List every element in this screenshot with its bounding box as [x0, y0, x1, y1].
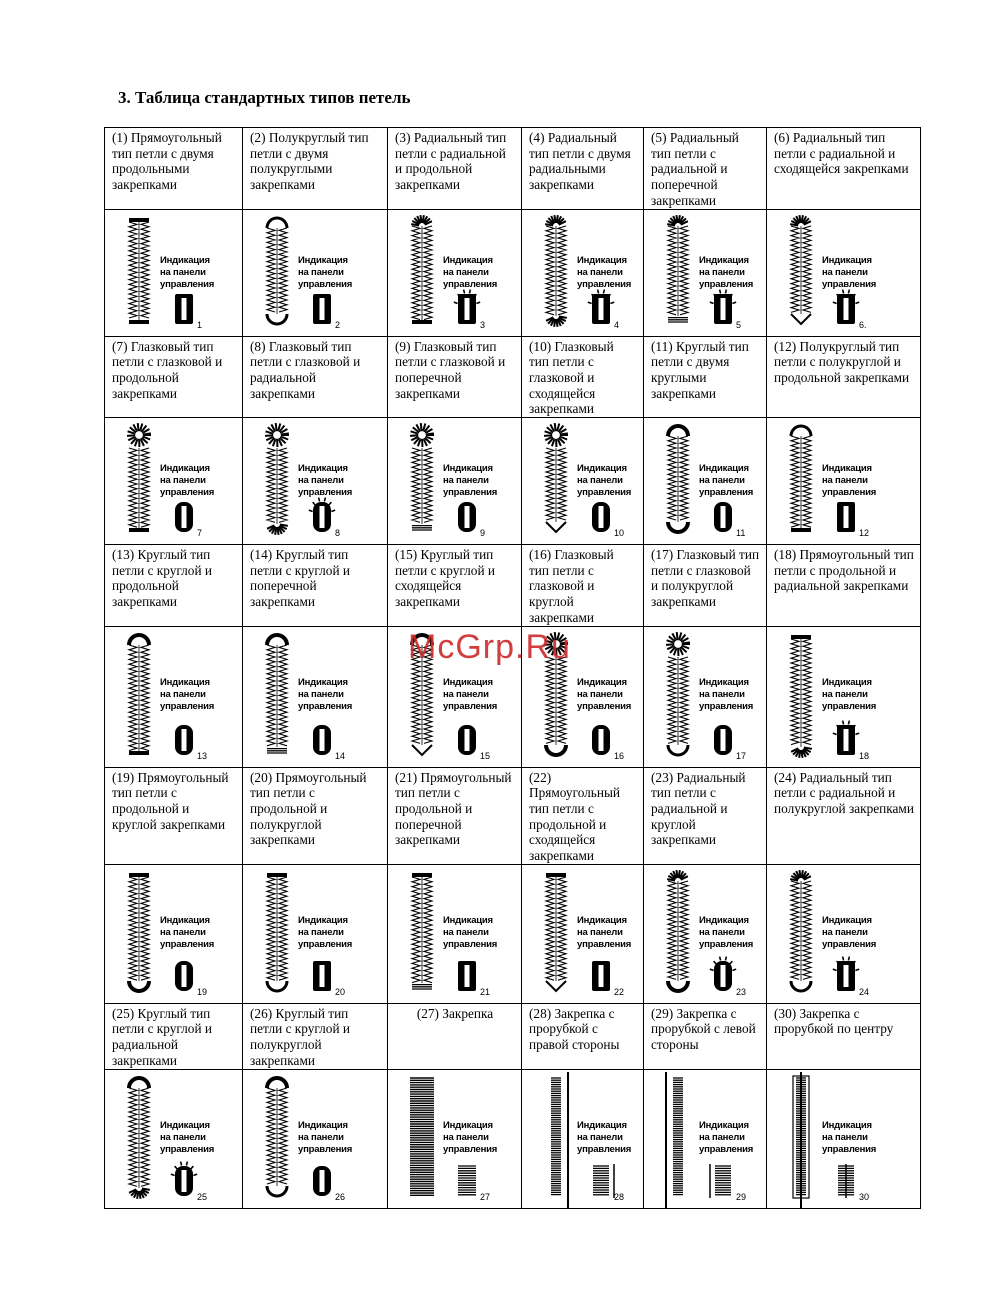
type-label-cell [767, 1003, 921, 1069]
panel-indicator-line: управления [822, 278, 877, 290]
panel-indicator-line: на панели [160, 926, 206, 938]
panel-indicator-label [160, 1120, 214, 1156]
type-number: 3 [480, 319, 486, 330]
type-label-cell [105, 336, 243, 418]
buttonhole-illustration-cell [243, 418, 388, 545]
panel-indicator-line: Индикация [298, 914, 348, 926]
buttonhole-illustration-cell [105, 626, 243, 767]
panel-indicator-line: на панели [443, 926, 489, 938]
panel-indicator-line: на панели [577, 475, 623, 487]
type-label: (23) Радиальный тип петли с радиальной и круглой закрепками [651, 769, 746, 848]
type-number: 12 [859, 528, 870, 539]
type-label-cell [522, 545, 644, 627]
panel-indicator-label [699, 255, 753, 291]
panel-indicator-line: на панели [160, 266, 206, 278]
type-label: (9) Глазковый тип петли с глазковой и поперечной закрепками [395, 338, 506, 401]
panel-indicator-line: управления [699, 700, 754, 712]
panel-indicator-label [298, 915, 352, 951]
type-label: (1) Прямоугольный тип петли с двумя продольными закрепками [112, 130, 222, 193]
type-label-cell [243, 336, 388, 418]
panel-indicator-label [577, 1120, 631, 1156]
panel-indicator-label [298, 677, 352, 713]
panel-indicator-line: управления [443, 938, 498, 950]
panel-indicator-line: управления [160, 487, 215, 499]
panel-indicator-line: управления [160, 1143, 215, 1155]
type-label-cell [388, 336, 522, 418]
type-label-cell [644, 128, 767, 210]
panel-indicator-label [577, 915, 631, 951]
panel-indicator-line: Индикация [577, 676, 627, 688]
type-label: (7) Глазковый тип петли с глазковой и продольной закрепками [112, 338, 223, 401]
panel-indicator-line: Индикация [443, 1119, 493, 1131]
panel-indicator-line: Индикация [160, 1119, 210, 1131]
panel-indicator-label [443, 255, 497, 291]
panel-indicator-line: Индикация [822, 1119, 872, 1131]
panel-indicator-line: управления [298, 487, 353, 499]
panel-indicator-line: управления [822, 938, 877, 950]
type-label-cell [243, 767, 388, 864]
type-number: 16 [614, 750, 625, 761]
buttonhole-illustration-cell [767, 626, 921, 767]
type-label-cell [105, 1003, 243, 1069]
buttonhole-illustration-cell [767, 1069, 921, 1208]
panel-indicator-line: управления [160, 938, 215, 950]
panel-indicator-line: на панели [443, 688, 489, 700]
buttonhole-types-table [104, 127, 921, 1209]
type-label: (21) Прямоугольный тип петли с продольной и поперечной закрепками [395, 769, 512, 848]
panel-indicator-line: Индикация [443, 254, 493, 266]
panel-indicator-line: на панели [443, 475, 489, 487]
type-label-cell [767, 336, 921, 418]
panel-indicator-label [298, 463, 352, 499]
panel-indicator-line: на панели [577, 688, 623, 700]
panel-indicator-label [160, 677, 214, 713]
panel-indicator-line: Индикация [443, 676, 493, 688]
type-label-cell [388, 128, 522, 210]
panel-indicator-line: Индикация [699, 463, 749, 475]
panel-indicator-line: на панели [822, 475, 868, 487]
type-label: (2) Полукруглый тип петли с двумя полукруглыми закрепками [250, 130, 369, 193]
type-label: (26) Круглый тип петли с круглой и полукруглой закрепками [250, 1005, 350, 1068]
panel-indicator-line: Индикация [577, 1119, 627, 1131]
buttonhole-illustration-cell [644, 418, 767, 545]
type-number: 19 [197, 986, 208, 997]
type-number: 27 [480, 1191, 491, 1202]
type-number: 26 [335, 1191, 346, 1202]
panel-indicator-line: на панели [298, 688, 344, 700]
type-label-cell [644, 767, 767, 864]
panel-indicator-label [160, 463, 214, 499]
panel-indicator-line: Индикация [699, 254, 749, 266]
panel-indicator-label [822, 255, 876, 291]
type-label: (12) Полукруглый тип петли с полукруглой и продольной закрепками [774, 338, 910, 385]
type-number: 11 [736, 528, 746, 539]
panel-indicator-line: управления [577, 938, 632, 950]
buttonhole-illustration-cell [644, 1069, 767, 1208]
type-label: (6) Радиальный тип петли с радиальной и сходящейся закрепками [774, 130, 909, 177]
panel-indicator-line: Индикация [699, 676, 749, 688]
buttonhole-illustration-cell [388, 1069, 522, 1208]
page-title: 3. Таблица стандартных типов петель [118, 88, 411, 107]
type-label: (16) Глазковый тип петли с глазковой и круглой закрепками [529, 547, 614, 625]
panel-indicator-line: управления [577, 700, 632, 712]
buttonhole-illustration-cell [388, 209, 522, 336]
buttonhole-illustration-cell [644, 864, 767, 1003]
type-label: (28) Закрепка с прорубкой с правой стороны [529, 1005, 620, 1053]
panel-indicator-line: Индикация [160, 254, 210, 266]
type-label-cell [767, 767, 921, 864]
panel-indicator-label [577, 677, 631, 713]
panel-indicator-label [577, 463, 631, 499]
panel-indicator-line: управления [443, 278, 498, 290]
panel-indicator-line: Индикация [160, 463, 210, 475]
type-label: (25) Круглый тип петли с круглой и радиальной закрепками [112, 1005, 212, 1068]
panel-indicator-line: Индикация [822, 676, 872, 688]
buttonhole-illustration-cell [105, 864, 243, 1003]
type-label-cell [388, 545, 522, 627]
buttonhole-illustration-cell [105, 418, 243, 545]
panel-indicator-line: Индикация [443, 914, 493, 926]
type-label: (14) Круглый тип петли с круглой и поперечной закрепками [250, 547, 350, 610]
panel-indicator-line: управления [822, 700, 877, 712]
type-label: (8) Глазковый тип петли с глазковой и радиальной закрепками [250, 338, 361, 401]
type-number: 20 [335, 986, 346, 997]
buttonhole-illustration-cell [243, 209, 388, 336]
type-number: 4 [614, 319, 620, 330]
panel-indicator-label [443, 915, 497, 951]
panel-indicator-line: на панели [577, 1131, 623, 1143]
type-number: 10 [614, 528, 625, 539]
panel-indicator-line: на панели [822, 926, 868, 938]
type-label-cell [522, 128, 644, 210]
type-label: (4) Радиальный тип петли с двумя радиальными закрепками [529, 130, 631, 193]
panel-indicator-line: на панели [699, 926, 745, 938]
type-number: 15 [480, 750, 491, 761]
type-number: 8 [335, 528, 341, 539]
panel-indicator-label [699, 463, 753, 499]
type-number: 25 [197, 1191, 208, 1202]
buttonhole-illustration-cell [522, 209, 644, 336]
panel-indicator-line: Индикация [160, 676, 210, 688]
buttonhole-illustration-cell [767, 864, 921, 1003]
panel-indicator-line: Индикация [822, 914, 872, 926]
type-label: (27) Закрепка [416, 1005, 494, 1021]
panel-indicator-line: Индикация [298, 254, 348, 266]
panel-indicator-line: управления [443, 700, 498, 712]
panel-indicator-line: управления [577, 278, 632, 290]
panel-indicator-label [443, 677, 497, 713]
buttonhole-illustration-cell [767, 209, 921, 336]
panel-indicator-line: управления [298, 1143, 353, 1155]
panel-indicator-line: на панели [443, 266, 489, 278]
type-number: 30 [859, 1191, 870, 1202]
type-label: (18) Прямоугольный тип петли с продольной и радиальной закрепками [774, 547, 914, 594]
type-label-cell [388, 1003, 522, 1069]
type-number: 2 [335, 319, 341, 330]
type-label: (3) Радиальный тип петли с радиальной и продольной закрепками [395, 130, 507, 193]
panel-indicator-label [160, 255, 214, 291]
type-label-cell [243, 545, 388, 627]
type-label-cell [105, 767, 243, 864]
panel-indicator-line: на панели [298, 926, 344, 938]
type-number: 14 [335, 750, 346, 761]
panel-indicator-line: управления [160, 278, 215, 290]
type-label-cell [644, 1003, 767, 1069]
panel-indicator-line: Индикация [699, 1119, 749, 1131]
type-label: (24) Радиальный тип петли с радиальной и полукруглой закрепками [774, 769, 914, 816]
panel-indicator-line: на панели [160, 688, 206, 700]
type-label-cell [522, 767, 644, 864]
panel-indicator-label [699, 1120, 753, 1156]
panel-indicator-line: Индикация [298, 1119, 348, 1131]
type-number: 29 [736, 1191, 747, 1202]
type-label: (15) Круглый тип петли с круглой и сходящейся закрепками [395, 547, 495, 610]
panel-indicator-line: на панели [298, 1131, 344, 1143]
type-number: 23 [736, 986, 747, 997]
type-number: 5 [736, 319, 742, 330]
panel-indicator-line: на панели [160, 1131, 206, 1143]
panel-indicator-line: на панели [822, 266, 868, 278]
buttonhole-illustration-cell [644, 209, 767, 336]
panel-indicator-line: на панели [577, 266, 623, 278]
panel-indicator-line: на панели [699, 688, 745, 700]
type-label-cell [243, 1003, 388, 1069]
panel-indicator-line: на панели [160, 475, 206, 487]
panel-indicator-line: управления [699, 938, 754, 950]
type-number: 17 [736, 750, 747, 761]
panel-indicator-line: на панели [699, 475, 745, 487]
panel-indicator-label [298, 1120, 352, 1156]
buttonhole-illustration-cell [522, 418, 644, 545]
type-label: (13) Круглый тип петли с круглой и продольной закрепками [112, 547, 212, 610]
panel-indicator-line: управления [160, 700, 215, 712]
panel-indicator-line: управления [699, 278, 754, 290]
panel-indicator-line: на панели [699, 266, 745, 278]
panel-indicator-label [822, 1120, 876, 1156]
panel-indicator-line: управления [298, 938, 353, 950]
buttonhole-illustration-cell [243, 864, 388, 1003]
panel-indicator-line: на панели [298, 266, 344, 278]
panel-indicator-label [699, 915, 753, 951]
panel-indicator-line: на панели [443, 1131, 489, 1143]
type-label-cell [388, 767, 522, 864]
panel-indicator-label [699, 677, 753, 713]
panel-indicator-line: Индикация [443, 463, 493, 475]
buttonhole-illustration-cell [243, 1069, 388, 1208]
panel-indicator-line: управления [577, 487, 632, 499]
panel-indicator-line: Индикация [577, 254, 627, 266]
type-label-cell [644, 336, 767, 418]
type-number: 24 [859, 986, 870, 997]
type-number: 28 [614, 1191, 625, 1202]
type-label: (22) Прямоугольный тип петли с продольной и сходящейся закрепками [529, 769, 621, 864]
type-label: (19) Прямоугольный тип петли с продольной и круглой закрепками [112, 769, 229, 832]
type-label: (30) Закрепка с прорубкой по центру [774, 1005, 894, 1037]
type-label-cell [767, 128, 921, 210]
panel-indicator-line: управления [699, 1143, 754, 1155]
type-label-cell [105, 128, 243, 210]
buttonhole-illustration-cell [522, 1069, 644, 1208]
type-label-cell [522, 336, 644, 418]
panel-indicator-line: на панели [822, 1131, 868, 1143]
panel-indicator-label [577, 255, 631, 291]
panel-indicator-line: Индикация [822, 254, 872, 266]
type-number: 22 [614, 986, 625, 997]
type-label-cell [522, 1003, 644, 1069]
type-label-cell [767, 545, 921, 627]
buttonhole-illustration-cell [767, 418, 921, 545]
type-number: 18 [859, 750, 870, 761]
type-number: 6. [859, 319, 867, 330]
type-number: 9 [480, 528, 486, 539]
type-label: (20) Прямоугольный тип петли с продольной и полукруглой закрепками [250, 769, 367, 848]
panel-indicator-label [822, 677, 876, 713]
panel-indicator-line: управления [577, 1143, 632, 1155]
type-label: (17) Глазковый тип петли с глазковой и полукруглой закрепками [651, 547, 760, 610]
panel-indicator-label [298, 255, 352, 291]
panel-indicator-line: Индикация [160, 914, 210, 926]
panel-indicator-line: на панели [577, 926, 623, 938]
panel-indicator-line: управления [822, 487, 877, 499]
panel-indicator-line: Индикация [577, 463, 627, 475]
panel-indicator-line: управления [443, 1143, 498, 1155]
panel-indicator-label [443, 463, 497, 499]
buttonhole-illustration-cell [243, 626, 388, 767]
panel-indicator-label [443, 1120, 497, 1156]
panel-indicator-label [822, 915, 876, 951]
panel-indicator-line: Индикация [298, 463, 348, 475]
panel-indicator-line: Индикация [822, 463, 872, 475]
type-label: (5) Радиальный тип петли с радиальной и поперечной закрепками [651, 130, 739, 208]
buttonhole-illustration-cell [105, 1069, 243, 1208]
panel-indicator-line: на панели [298, 475, 344, 487]
panel-indicator-line: на панели [822, 688, 868, 700]
type-number: 13 [197, 750, 208, 761]
panel-indicator-line: управления [298, 700, 353, 712]
panel-indicator-line: управления [822, 1143, 877, 1155]
type-label: (29) Закрепка с прорубкой с левой стороны [651, 1005, 756, 1053]
buttonhole-illustration-cell [644, 626, 767, 767]
type-label: (10) Глазковый тип петли с глазковой и сходящейся закрепками [529, 338, 614, 417]
panel-indicator-line: на панели [699, 1131, 745, 1143]
panel-indicator-line: управления [699, 487, 754, 499]
buttonhole-illustration-cell [105, 209, 243, 336]
panel-indicator-label [822, 463, 876, 499]
type-label-cell [105, 545, 243, 627]
panel-indicator-line: Индикация [577, 914, 627, 926]
panel-indicator-line: управления [443, 487, 498, 499]
type-number: 1 [197, 319, 203, 330]
type-number: 7 [197, 528, 203, 539]
buttonhole-illustration-cell [388, 418, 522, 545]
buttonhole-illustration-cell [522, 864, 644, 1003]
panel-indicator-line: Индикация [699, 914, 749, 926]
type-number: 21 [480, 986, 491, 997]
type-label-cell [644, 545, 767, 627]
panel-indicator-line: Индикация [298, 676, 348, 688]
panel-indicator-label [160, 915, 214, 951]
type-label: (11) Круглый тип петли с двумя круглыми закрепками [651, 338, 749, 401]
panel-indicator-line: управления [298, 278, 353, 290]
buttonhole-illustration-cell [388, 864, 522, 1003]
watermark: McGrp.Ru [408, 628, 571, 666]
type-label-cell [243, 128, 388, 210]
